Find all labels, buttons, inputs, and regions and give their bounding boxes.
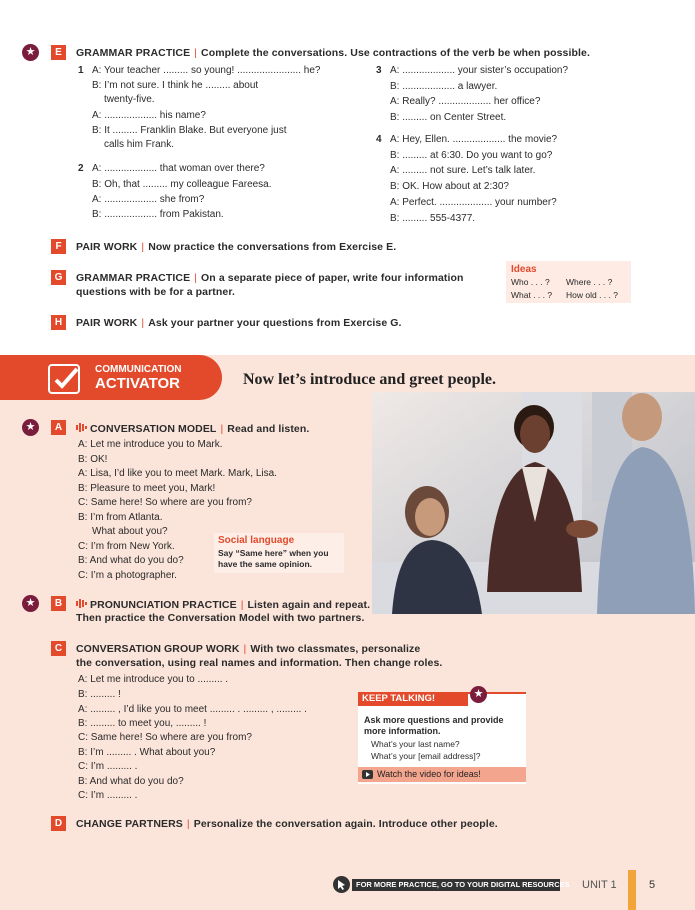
keep-talking-title: KEEP TALKING! xyxy=(362,693,436,704)
line: B: ................... a lawyer. xyxy=(390,81,498,92)
digital-resources-link[interactable]: FOR MORE PRACTICE, GO TO YOUR DIGITAL RESOURCES xyxy=(352,879,560,891)
line: calls him Frank. xyxy=(104,139,175,150)
play-icon xyxy=(362,770,373,779)
group-line: B: ......... to meet you, ......... ! xyxy=(78,718,207,729)
line: B: ......... on Center Street. xyxy=(390,112,507,123)
watch-video-label: Watch the video for ideas! xyxy=(377,769,481,779)
model-line: C: I’m a photographer. xyxy=(78,570,177,581)
checkmark-icon xyxy=(48,364,80,394)
exercise-letter-h: H xyxy=(51,315,66,330)
star-icon: ★ xyxy=(22,419,39,436)
line: B: ................... from Pakistan. xyxy=(92,209,224,220)
line: A: ................... that woman over there? xyxy=(92,163,265,174)
model-line: What about you? xyxy=(92,526,168,537)
social-language-box xyxy=(214,533,344,573)
keep-talking-text: Ask more questions and provide xyxy=(364,715,504,725)
keep-talking-text: more information. xyxy=(364,726,441,736)
conversation-number: 2 xyxy=(78,163,84,174)
star-icon: ★ xyxy=(470,686,487,703)
exercise-c-heading: CONVERSATION GROUP WORK | With two classmates, personalize xyxy=(76,643,421,655)
activator-banner xyxy=(0,355,222,400)
model-line: B: OK! xyxy=(78,454,108,465)
line: B: OK. How about at 2:30? xyxy=(390,181,509,192)
page-number: 5 xyxy=(649,879,656,891)
line: A: ................... his name? xyxy=(92,110,206,121)
line: B: It ......... Franklin Blake. But everyone just xyxy=(92,125,287,136)
keep-talking-banner xyxy=(358,692,468,706)
group-line: B: I’m ......... . What about you? xyxy=(78,747,216,758)
model-line: B: And what do you do? xyxy=(78,555,184,566)
idea-item: What . . . ? xyxy=(511,290,553,300)
conversation-number: 4 xyxy=(376,134,382,145)
greeting-photo xyxy=(372,392,695,614)
watch-video-link[interactable] xyxy=(358,767,526,782)
exercise-letter-b: B xyxy=(51,596,66,611)
model-line: A: Let me introduce you to Mark. xyxy=(78,439,223,450)
ideas-title: Ideas xyxy=(511,264,537,275)
star-icon: ★ xyxy=(22,44,39,61)
exercise-letter-a: A xyxy=(51,420,66,435)
exercise-letter-f: F xyxy=(51,239,66,254)
exercise-h-heading: PAIR WORK | Ask your partner your questions from Exercise G. xyxy=(76,317,402,329)
exercise-d-heading: CHANGE PARTNERS | Personalize the conversation again. Introduce other people. xyxy=(76,818,498,830)
activator-label-1: COMMUNICATION xyxy=(95,364,182,375)
exercise-e-heading: GRAMMAR PRACTICE | Complete the conversations. Use contractions of the verb be when possible. xyxy=(76,47,590,59)
exercise-letter-c: C xyxy=(51,641,66,656)
exercise-b-heading: PRONUNCIATION PRACTICE | Listen again and repeat. xyxy=(76,598,370,611)
line: B: I’m not sure. I think he ......... about xyxy=(92,80,259,91)
group-line: B: ......... ! xyxy=(78,689,121,700)
social-language-text: have the same opinion. xyxy=(218,559,312,569)
ideas-box xyxy=(506,261,631,303)
group-line: B: And what do you do? xyxy=(78,776,184,787)
line: A: Really? ................... her office? xyxy=(390,96,541,107)
keep-talking-question: What’s your last name? xyxy=(371,739,460,749)
exercise-f-heading: PAIR WORK | Now practice the conversations from Exercise E. xyxy=(76,241,397,253)
exercise-letter-d: D xyxy=(51,816,66,831)
model-line: A: Lisa, I’d like you to meet Mark. Mark, Lisa. xyxy=(78,468,277,479)
line: A: ................... she from? xyxy=(92,194,205,205)
model-line: C: Same here! So where are you from? xyxy=(78,497,252,508)
unit-tab xyxy=(628,870,636,910)
group-line: C: I’m ......... . xyxy=(78,761,138,772)
line: A: Hey, Ellen. ................... the movie? xyxy=(390,134,558,145)
exercise-c-heading-line2: the conversation, using real names and information. Then change roles. xyxy=(76,657,443,669)
line: B: ......... 555-4377. xyxy=(390,213,476,224)
activator-label-2: ACTIVATOR xyxy=(95,375,180,392)
line: B: ......... at 6:30. Do you want to go? xyxy=(390,150,553,161)
idea-item: How old . . . ? xyxy=(566,290,618,300)
line: B: Oh, that ......... my colleague Fareesa. xyxy=(92,179,272,190)
cursor-icon xyxy=(333,876,350,893)
conversation-number: 3 xyxy=(376,65,382,76)
star-icon: ★ xyxy=(22,595,39,612)
audio-icon[interactable] xyxy=(76,598,87,609)
group-line: C: I’m ......... . xyxy=(78,790,138,801)
exercise-letter-e: E xyxy=(51,45,66,60)
line: twenty-five. xyxy=(104,94,155,105)
line: A: Perfect. ................... your number? xyxy=(390,197,557,208)
social-language-text: Say “Same here” when you xyxy=(218,548,329,558)
keep-talking-box xyxy=(358,688,526,784)
idea-item: Where . . . ? xyxy=(566,277,613,287)
audio-icon[interactable] xyxy=(76,422,87,433)
exercise-g-heading-line2: questions with be for a partner. xyxy=(76,286,235,298)
idea-item: Who . . . ? xyxy=(511,277,550,287)
exercise-g-heading: GRAMMAR PRACTICE | On a separate piece of paper, write four information xyxy=(76,272,464,284)
exercise-a-heading: CONVERSATION MODEL | Read and listen. xyxy=(76,422,309,435)
model-line: C: I’m from New York. xyxy=(78,541,175,552)
model-line: B: Pleasure to meet you, Mark! xyxy=(78,483,216,494)
social-language-title: Social language xyxy=(218,535,295,546)
activator-title: Now let’s introduce and greet people. xyxy=(243,371,497,388)
model-line: B: I’m from Atlanta. xyxy=(78,512,163,523)
group-line: C: Same here! So where are you from? xyxy=(78,732,252,743)
line: A: ......... not sure. Let’s talk later. xyxy=(390,165,536,176)
line: A: Your teacher ......... so young! ....................... he? xyxy=(92,65,321,76)
exercise-b-heading-line2: Then practice the Conversation Model with two partners. xyxy=(76,612,365,624)
keep-talking-question: What’s your [email address]? xyxy=(371,751,481,761)
unit-label: UNIT 1 xyxy=(582,879,617,891)
exercise-letter-g: G xyxy=(51,270,66,285)
conversation-number: 1 xyxy=(78,65,84,76)
group-line: A: Let me introduce you to ......... . xyxy=(78,674,229,685)
line: A: ................... your sister’s occupation? xyxy=(390,65,569,76)
group-line: A: ......... , I’d like you to meet ......... . ......... , ......... . xyxy=(78,704,307,715)
